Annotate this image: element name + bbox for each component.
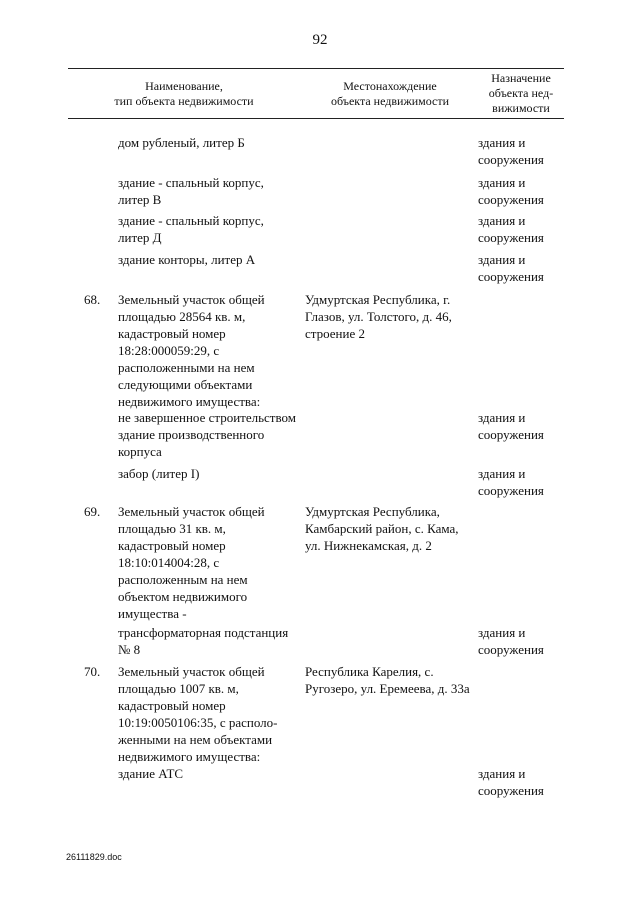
header-location-column: Местонахождение объекта недвижимости bbox=[330, 79, 450, 108]
page-number: 92 bbox=[312, 32, 328, 48]
object-name: здание - спальный корпус, литер Д bbox=[118, 213, 264, 245]
object-location: Удмуртская Республика, Камбарский район, с. Кама, ул. Нижнекамская, д. 2 bbox=[305, 504, 459, 553]
object-name: Земельный участок общей площадью 31 кв. м, кадастровый номер 18:10:014004:28, с расположенным на нем объектом недвижимого имущества - bbox=[118, 504, 265, 621]
object-name: трансформаторная подстанция № 8 bbox=[118, 625, 289, 657]
object-purpose: здания и сооружения bbox=[478, 175, 544, 207]
object-name: не завершенное строительством здание производственного корпуса bbox=[118, 410, 297, 459]
object-purpose: здания и сооружения bbox=[478, 135, 544, 167]
document-filename: 26111829.doc bbox=[66, 852, 122, 862]
object-name: Земельный участок общей площадью 1007 кв. м, кадастровый номер 10:19:0050106:35, с располо-женными на нем объектами недвижимого имущества: bbox=[118, 664, 278, 764]
header-bottom-rule bbox=[68, 118, 564, 119]
item-number: 69. bbox=[84, 504, 101, 519]
object-purpose: здания и сооружения bbox=[478, 410, 544, 442]
header-purpose-column: Назначение объекта нед- вижимости bbox=[488, 71, 554, 115]
object-purpose: здания и сооружения bbox=[478, 766, 544, 798]
object-location: Республика Карелия, с. Ругозеро, ул. Еремеева, д. 33а bbox=[305, 664, 470, 696]
item-number: 70. bbox=[84, 664, 101, 679]
object-name: здание АТС bbox=[118, 766, 184, 781]
object-name: здание конторы, литер А bbox=[118, 252, 256, 267]
object-name: Земельный участок общей площадью 28564 кв. м, кадастровый номер 18:28:000059:29, с расположенными на нем следующими объектами недвижимого имущества: bbox=[118, 292, 265, 409]
item-number: 68. bbox=[84, 292, 101, 307]
object-name: забор (литер I) bbox=[118, 466, 200, 481]
object-name: дом рубленый, литер Б bbox=[118, 135, 245, 150]
object-purpose: здания и сооружения bbox=[478, 252, 544, 284]
object-purpose: здания и сооружения bbox=[478, 625, 544, 657]
object-name: здание - спальный корпус, литер В bbox=[118, 175, 264, 207]
object-location: Удмуртская Республика, г. Глазов, ул. Толстого, д. 46, строение 2 bbox=[305, 292, 452, 341]
header-name-column: Наименование, тип объекта недвижимости bbox=[114, 79, 254, 108]
object-purpose: здания и сооружения bbox=[478, 213, 544, 245]
header-top-rule bbox=[68, 68, 564, 69]
object-purpose: здания и сооружения bbox=[478, 466, 544, 498]
